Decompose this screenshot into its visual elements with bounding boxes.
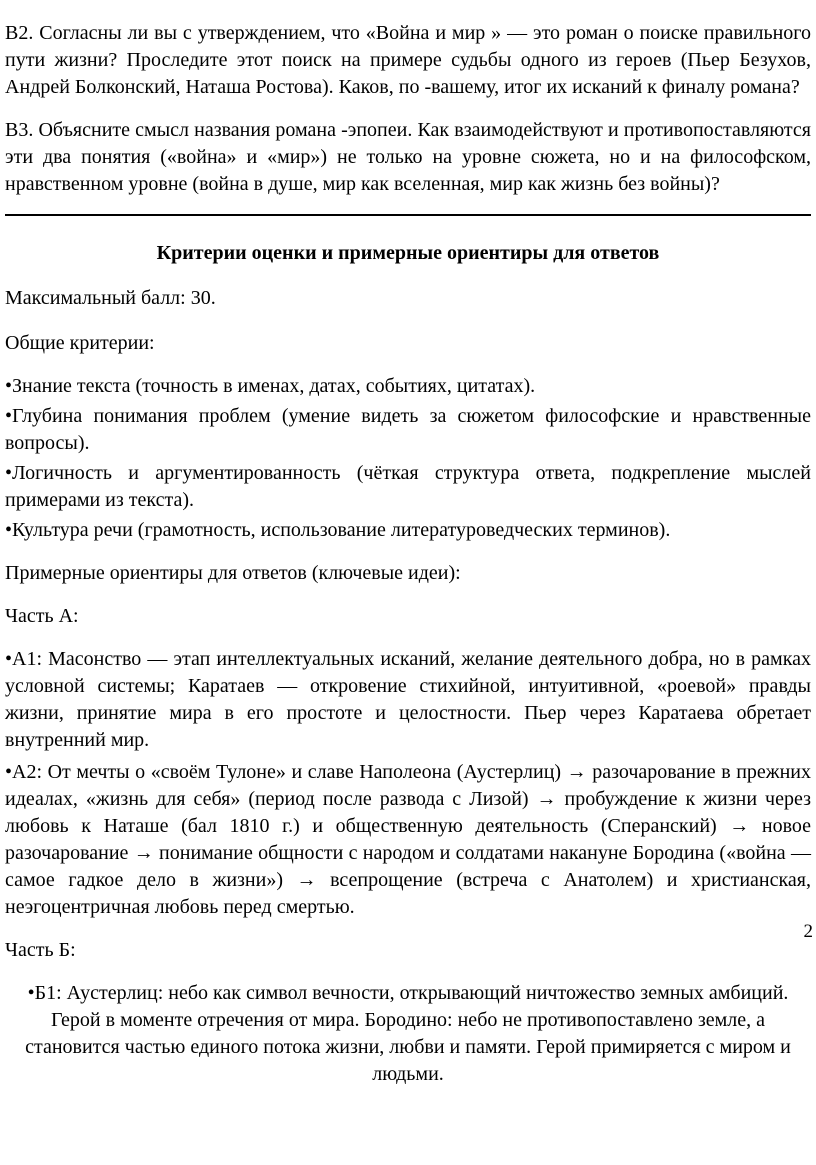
answer-item-text: А1: Масонство — этап интеллектуальных исканий, желание деятельного добра, но в рамках условной системы; Каратаев — откровение стихийной, интуитивной, «роевой» правды жизни, принятие мира в его простоте и целостности. Пьер через Каратаева обретает внутренний мир. — [5, 648, 811, 751]
bullet-icon: • — [5, 462, 13, 484]
answer-item-text: Б1: Аустерлиц: небо как символ вечности, открывающий ничтожество земных амбиций. Герой в моменте отречения от мира. Бородино: небо не противопоставлено земле, а становится частью единого потока жизни, любви и памяти. Герой примиряется с миром и людьми. — [25, 982, 791, 1085]
section-divider — [5, 214, 811, 216]
criteria-item-text: Знание текста (точность в именах, датах, событиях, цитатах). — [12, 375, 536, 397]
bullet-icon: • — [5, 405, 13, 427]
criteria-heading: Критерии оценки и примерные ориентиры для ответов — [156, 242, 660, 264]
bullet-icon: • — [27, 982, 35, 1004]
part-b-list — [5, 980, 811, 1088]
question-b3: В3. Объясните смысл названия романа -эпопеи. Как взаимодействуют и противопоставляются эти два понятия («война» и «мир») не только на уровне сюжета, но и на философском, нравственном уровне (война в душе, мир как вселенная, мир как жизнь без войны)? — [5, 119, 811, 195]
bullet-icon: • — [5, 519, 13, 541]
max-score-text: Максимальный балл: 30. — [5, 287, 216, 309]
criteria-item-text: Глубина понимания проблем (умение видеть за сюжетом философские и нравственные вопросы). — [5, 405, 811, 454]
part-b-label: Часть Б: — [5, 939, 76, 961]
bullet-icon: • — [5, 375, 13, 397]
guidelines-label: Примерные ориентиры для ответов (ключевые идеи): — [5, 562, 461, 584]
criteria-item — [5, 403, 811, 457]
bullet-icon: • — [5, 648, 13, 670]
criteria-item — [5, 517, 811, 544]
criteria-item-text: Логичность и аргументированность (чёткая структура ответа, подкрепление мыслей примерами из текста). — [5, 462, 811, 511]
general-criteria-label: Общие критерии: — [5, 332, 155, 354]
answer-item-a2 — [5, 759, 811, 921]
criteria-item — [5, 373, 811, 400]
question-b2: В2. Согласны ли вы с утверждением, что «Война и мир » — это роман о поиске правильного пути жизни? Проследите этот поиск на примере судьбы одного из героев (Пьер Безухов, Андрей Болконский, Наташа Ростова). Каков, по -вашему, итог их исканий к финалу романа? — [5, 22, 811, 98]
page-number: 2 — [803, 921, 813, 942]
general-criteria-list — [5, 373, 811, 544]
answer-item-a1 — [5, 646, 811, 754]
criteria-item — [5, 460, 811, 514]
criteria-item-text: Культура речи (грамотность, использование литературоведческих терминов). — [12, 519, 671, 541]
part-a-label: Часть А: — [5, 605, 79, 627]
answer-item-text: А2: От мечты о «своём Тулоне» и славе Наполеона (Аустерлиц) → разочарование в прежних идеалах, «жизнь для себя» (период после развода с Лизой) → пробуждение к жизни через любовь к Наташе (бал 1810 г.) и общественную деятельность (Сперанский) → новое разочарование → понимание общности с народом и солдатами накануне Бородина («война — самое гадкое дело в жизни») → всепрощение (встреча с Анатолем) и христианская, неэгоцентричная любовь перед смертью. — [5, 761, 811, 918]
bullet-icon: • — [5, 761, 13, 783]
answer-item-b1 — [5, 980, 811, 1088]
part-a-list — [5, 646, 811, 921]
